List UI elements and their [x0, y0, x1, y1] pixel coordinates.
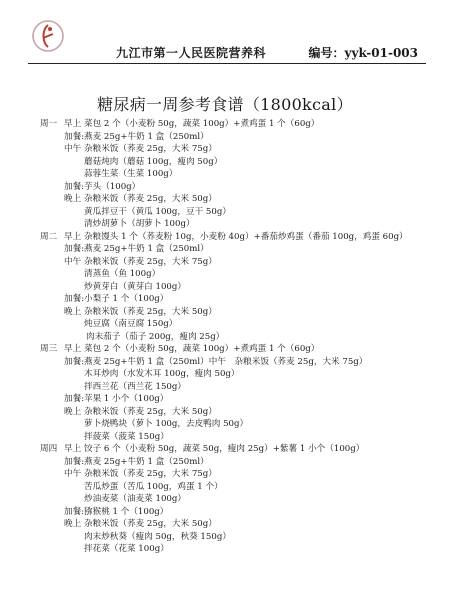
- meal-item-text: 杂粮米饭（荞麦 25g，大米 50g）: [84, 406, 217, 417]
- meal-item-text: 蘑菇炖肉（蘑菇 100g，瘦肉 50g）: [84, 156, 223, 167]
- meal-row: [40, 381, 440, 394]
- meal-item-text: 饺子 6 个（小麦粉 50g，蔬菜 50g，瘦肉 25g）+紫薯 1 小个（100g）: [84, 444, 365, 454]
- day-label: 周四: [40, 444, 58, 454]
- meal-row: [40, 406, 440, 419]
- meal-row: [40, 481, 440, 494]
- meal-row: [40, 531, 440, 544]
- meal-row: [40, 506, 440, 519]
- meal-row: [40, 543, 440, 556]
- meal-label: 中午: [64, 144, 82, 154]
- meal-row: [40, 356, 440, 369]
- meal-row: [40, 181, 440, 194]
- meal-item-text: 清炒胡萝卜（胡萝卜 100g）: [84, 219, 195, 229]
- meal-row: [40, 431, 440, 444]
- day-label: 周一: [40, 119, 58, 129]
- meal-row: [40, 293, 440, 306]
- meal-label: 中午: [64, 256, 82, 267]
- meal-row: [40, 193, 440, 206]
- meal-row: [40, 493, 440, 506]
- meal-row: [40, 243, 440, 256]
- meal-item-text: 黄瓜拌豆干（黄瓜 100g，豆干 50g）: [84, 206, 231, 217]
- meal-label: 加餐:: [64, 244, 85, 254]
- meal-item-text: 杂粮米饭（荞麦 25g，大米 50g）: [84, 194, 217, 204]
- day-label: 周二: [40, 231, 58, 242]
- meal-row: [40, 156, 440, 169]
- meal-item-text: 燕麦 25g+牛奶 1 盒（250ml）: [84, 131, 209, 142]
- hospital-name: 九江市第一人民医院营养科: [116, 46, 267, 60]
- meal-row: [40, 318, 440, 331]
- meal-row: [40, 456, 440, 469]
- meal-row: [40, 256, 440, 269]
- meal-row: [40, 518, 440, 531]
- meal-row: [40, 393, 440, 406]
- meal-item-text: 拌花菜（花菜 100g）: [84, 544, 169, 554]
- meal-row: [40, 343, 440, 356]
- meal-label: 晚上: [64, 406, 82, 417]
- meal-item-text: 燕麦 25g+牛奶 1 盒（250ml）中午 杂粮米饭（荞麦 25g，大米 75g）: [84, 356, 368, 367]
- meal-row: [40, 268, 440, 281]
- meal-item-text: 小梨子 1 个（100g）: [84, 294, 169, 304]
- meal-label: 加餐:: [64, 456, 85, 467]
- meal-item-text: 杂粮米饭（荞麦 25g，大米 50g）: [84, 306, 217, 317]
- meal-row: [40, 168, 440, 181]
- day-label: 周三: [40, 344, 58, 354]
- meal-item-text: 炖豆腐（南豆腐 150g）: [84, 319, 178, 329]
- meal-item-text: 炒油麦菜（油麦菜 100g）: [84, 494, 186, 504]
- meal-label: 早上: [64, 444, 82, 454]
- meal-row: [40, 118, 440, 131]
- meal-item-text: 拌西兰花（西兰花 150g）: [84, 381, 186, 392]
- meal-row: [40, 468, 440, 481]
- meal-label: 晚上: [64, 194, 82, 204]
- meal-item-text: 萝卜烧鸭块（萝卜 100g，去皮鸭肉 50g）: [84, 419, 249, 429]
- meal-label: 加餐:: [64, 181, 85, 192]
- meal-item-text: 燕麦 25g+牛奶 1 盒（250ml）: [84, 456, 209, 467]
- meal-item-text: 杂粮米饭（荞麦 25g，大米 75g）: [84, 256, 217, 267]
- meal-label: 加餐:: [64, 506, 85, 517]
- meal-item-text: 苹果 1 小个（100g）: [84, 394, 169, 404]
- meal-item-text: 杂粮米饭（荞麦 25g，大米 75g）: [84, 469, 217, 479]
- meal-item-text: 菜包 2 个（小麦粉 50g，蔬菜 100g）+煮鸡蛋 1 个（60g）: [84, 119, 320, 129]
- code-label: 编号：: [308, 46, 345, 60]
- meal-label: 加餐:: [64, 394, 85, 404]
- meal-item-text: 拌菠菜（菠菜 150g）: [84, 431, 169, 442]
- meal-item-text: 肉末茄子（茄子 200g，瘦肉 25g）: [86, 331, 225, 342]
- meal-item-text: 杂粮米饭（荞麦 25g，大米 50g）: [84, 519, 217, 529]
- meal-item-text: 猕猴桃 1 个（100g）: [84, 506, 169, 517]
- meal-item-text: 杂粮馒头 1 个（荞麦粉 10g，小麦粉 40g）+番茄炒鸡蛋（番茄 100g，鸡蛋 60g）: [84, 231, 408, 242]
- meal-row: [40, 206, 440, 219]
- meal-row: [40, 281, 440, 294]
- meal-row: [40, 131, 440, 144]
- document-code: [309, 44, 419, 61]
- meal-row: [40, 368, 440, 381]
- meal-label: 加餐:: [64, 294, 85, 304]
- meal-label: 中午: [64, 469, 82, 479]
- meal-item-text: 清蒸鱼（鱼 100g）: [84, 269, 161, 279]
- meal-plan: [40, 118, 440, 556]
- code-value: yyk-01-003: [344, 46, 418, 60]
- meal-item-text: 菜包 2 个（小麦粉 50g，蔬菜 100g）+煮鸡蛋 1 个（60g）: [84, 344, 320, 354]
- meal-label: 早上: [64, 119, 82, 129]
- meal-item-text: 木耳炒肉（水发木耳 100g，瘦肉 50g）: [84, 369, 240, 379]
- meal-item-text: 肉末炒秋葵（瘦肉 50g，秋葵 150g）: [84, 531, 231, 542]
- meal-item-text: 燕麦 25g+牛奶 1 盒（250ml）: [84, 244, 209, 254]
- meal-item-text: 苦瓜炒蛋（苦瓜 100g，鸡蛋 1 个）: [84, 481, 223, 492]
- meal-label: 加餐:: [64, 131, 85, 142]
- header-divider: [28, 63, 426, 64]
- meal-row: [40, 143, 440, 156]
- meal-item-text: 杂粮米饭（荞麦 25g，大米 75g）: [84, 144, 217, 154]
- meal-row: [40, 218, 440, 231]
- meal-row: [40, 231, 440, 244]
- meal-row: [40, 418, 440, 431]
- meal-label: 加餐:: [64, 356, 85, 367]
- meal-row: [40, 443, 440, 456]
- page-title: 糖尿病一周参考食谱（1800kcal）: [97, 95, 353, 114]
- meal-item-text: 芋头（100g）: [84, 181, 141, 192]
- meal-label: 晚上: [64, 519, 82, 529]
- meal-item-text: 蒜蓉生菜（生菜 100g）: [84, 169, 178, 179]
- document-header: [0, 0, 450, 70]
- meal-label: 早上: [64, 344, 82, 354]
- meal-item-text: 炒黄芽白（黄芽白 100g）: [84, 281, 186, 292]
- meal-row: [40, 306, 440, 319]
- hospital-logo-icon: [28, 16, 68, 56]
- meal-row: [40, 331, 440, 344]
- meal-label: 晚上: [64, 306, 82, 317]
- meal-label: 早上: [64, 231, 82, 242]
